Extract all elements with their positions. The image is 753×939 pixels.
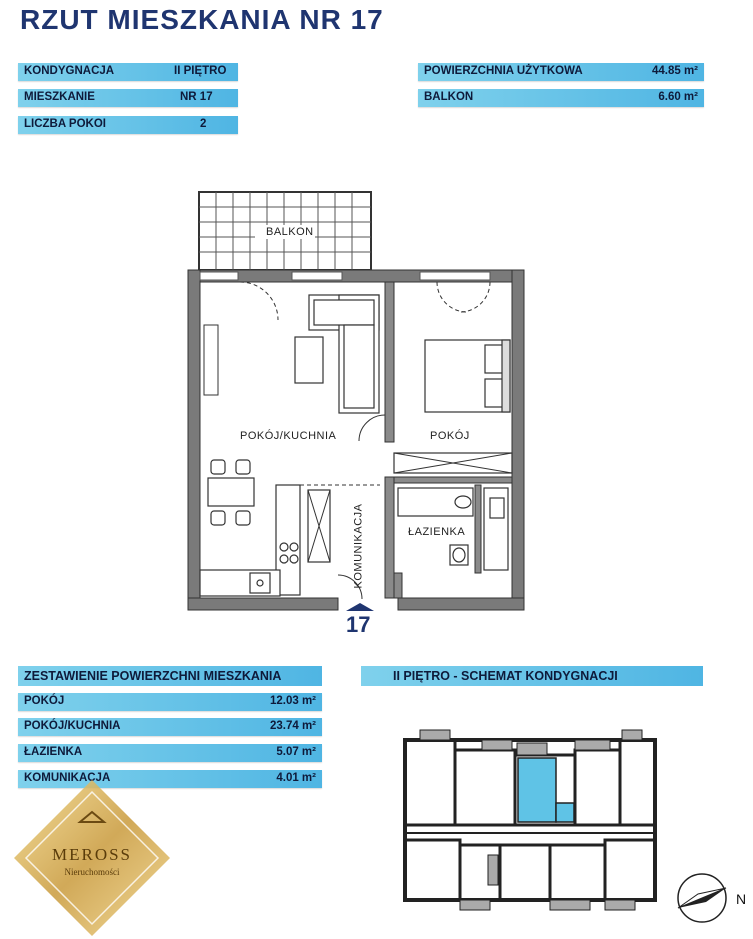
info-key: KONDYGNACJA bbox=[24, 65, 115, 77]
meross-logo bbox=[12, 778, 172, 938]
area-name: POKÓJ/KUCHNIA bbox=[24, 720, 121, 732]
info-row-powierzchnia bbox=[418, 63, 704, 81]
compass-icon bbox=[672, 868, 752, 928]
area-name: POKÓJ bbox=[24, 695, 65, 707]
logo-text: MEROSS bbox=[51, 845, 133, 864]
areas-title-text: ZESTAWIENIE POWIERZCHNI MIESZKANIA bbox=[24, 669, 282, 683]
info-key: BALKON bbox=[424, 91, 474, 103]
info-row-mieszkanie bbox=[18, 89, 238, 107]
area-value: 23.74 m² bbox=[269, 720, 316, 732]
area-name: KOMUNIKACJA bbox=[24, 772, 111, 784]
room-label-komunikacja: KOMUNIKACJA bbox=[352, 503, 365, 589]
room-label-balkon: BALKON bbox=[266, 226, 314, 238]
floor-scheme bbox=[400, 715, 665, 915]
info-row-kondygnacja bbox=[18, 63, 238, 81]
info-key: LICZBA POKOI bbox=[24, 118, 106, 130]
area-value: 12.03 m² bbox=[269, 695, 316, 707]
bed bbox=[425, 340, 510, 412]
area-value: 4.01 m² bbox=[276, 772, 316, 784]
room-label-pokoj-kuchnia: POKÓJ/KUCHNIA bbox=[240, 430, 337, 442]
area-row bbox=[18, 693, 322, 711]
info-row-balkon bbox=[418, 89, 704, 107]
info-key: POWIERZCHNIA UŻYTKOWA bbox=[424, 65, 583, 77]
info-value: NR 17 bbox=[180, 91, 213, 103]
svg-text:Nieruchomości: Nieruchomości bbox=[64, 867, 120, 877]
info-row-liczba-pokoi bbox=[18, 116, 238, 134]
scheme-section-title bbox=[361, 666, 703, 686]
compass-north-label: N bbox=[736, 891, 747, 907]
info-value: II PIĘTRO bbox=[174, 65, 227, 77]
info-value: 44.85 m² bbox=[651, 65, 698, 77]
unit-number: 17 bbox=[346, 612, 371, 637]
areas-section-title bbox=[18, 666, 322, 686]
info-value: 2 bbox=[200, 118, 207, 130]
area-row bbox=[18, 744, 322, 762]
area-row bbox=[18, 718, 322, 736]
page-title: RZUT MIESZKANIA NR 17 bbox=[20, 4, 384, 35]
dining-table bbox=[208, 460, 254, 525]
info-value: 6.60 m² bbox=[658, 91, 698, 103]
info-key: MIESZKANIE bbox=[24, 91, 95, 103]
scheme-title-text: II PIĘTRO - SCHEMAT KONDYGNACJI bbox=[393, 669, 618, 683]
area-name: ŁAZIENKA bbox=[24, 746, 83, 758]
room-label-pokoj: POKÓJ bbox=[430, 430, 470, 442]
room-label-lazienka: ŁAZIENKA bbox=[408, 526, 466, 538]
highlighted-unit bbox=[518, 758, 556, 822]
area-value: 5.07 m² bbox=[276, 746, 316, 758]
